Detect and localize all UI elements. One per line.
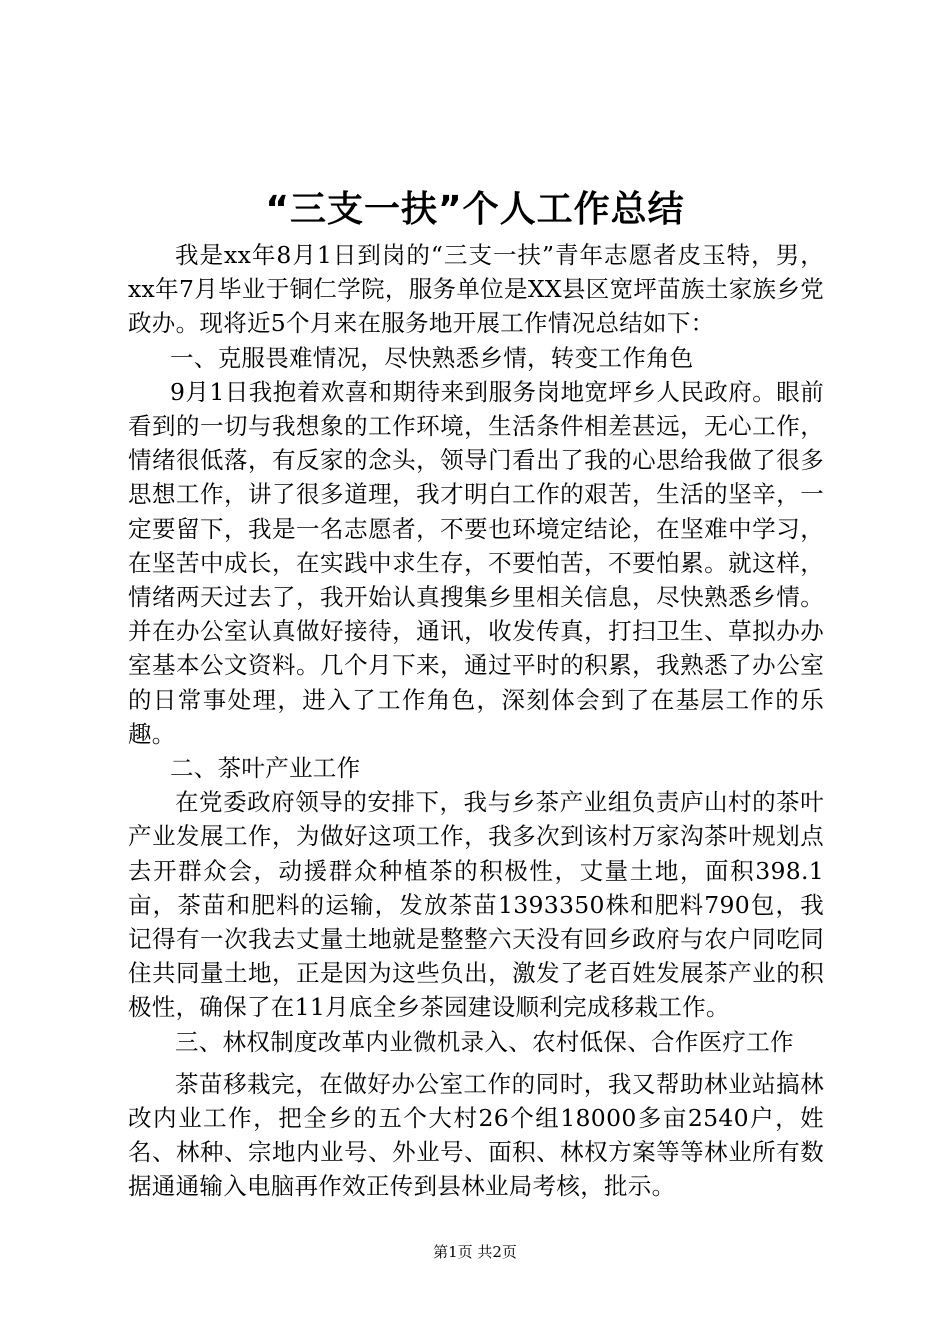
paragraph-spacer (128, 1059, 824, 1067)
section-heading-2: 二、茶叶产业工作 (170, 754, 361, 783)
page-footer: 第1页 共2页 (433, 1243, 517, 1261)
document-title: “三支一扶”个人工作总结 (265, 189, 685, 230)
section-heading-1: 一、克服畏难情况，尽快熟悉乡情，转变工作角色 (170, 343, 694, 372)
paragraph-section-1: 9月1日我抱着欢喜和期待来到服务岗地宽坪乡人民政府。眼前看到的一切与我想象的工作环境，生活条件相差甚远，无心工作，情绪很低落，有反家的念头，领导门看出了我的心思给我做了很多思想工作，讲了很多道理，我才明白工作的艰苦，生活的坚辛，一定要留下，我是一名志愿者，不要也环境定结论，在坚难中学习，在坚苦中成长，在实践中求生存，不要怕苦，不要怕累。就这样，情绪两天过去了，我开始认真搜集乡里相关信息，尽快熟悉乡情。并在办公室认真做好接待，通讯，收发传真，打扫卫生、草拟办办室基本公文资料。几个月下来，通过平时的积累，我熟悉了办公室的日常事处理，进入了工作角色，深刻体会到了在基层工作的乐趣。 (128, 377, 824, 748)
section-heading-3: 三、林权制度改革内业微机录入、农村低保、合作医疗工作 (175, 1027, 794, 1056)
document-body (128, 238, 824, 1204)
paragraph-intro: 我是xx年8月1日到岗的“三支一扶”青年志愿者皮玉特，男，xx年7月毕业于铜仁学院，服务单位是XX县区宽坪苗族土家族乡党政办。现将近5个月来在服务地开展工作情况总结如下： (128, 241, 824, 338)
paragraph-section-3: 茶苗移栽完，在做好办公室工作的同时，我又帮助林业站搞林改内业工作，把全乡的五个大村26个组18000多亩2540户，姓名、林种、宗地内业号、外业号、面积、林权方案等等林业所有数据通通输入电脑再作效正传到县林业局考核，批示。 (128, 1069, 824, 1201)
paragraph-section-2: 在党委政府领导的安排下，我与乡茶产业组负责庐山村的茶叶产业发展工作，为做好这项工作，我多次到该村万家沟茶叶规划点去开群众会，动援群众种植茶的积极性，丈量土地，面积398.1亩，茶苗和肥料的运输，发放茶苗1393350株和肥料790包，我记得有一次我去丈量土地就是整整六天没有回乡政府与农户同吃同住共同量土地，正是因为这些负出，激发了老百姓发展茶产业的积极性，确保了在11月底全乡茶园建设顺利完成移栽工作。 (128, 788, 824, 1022)
